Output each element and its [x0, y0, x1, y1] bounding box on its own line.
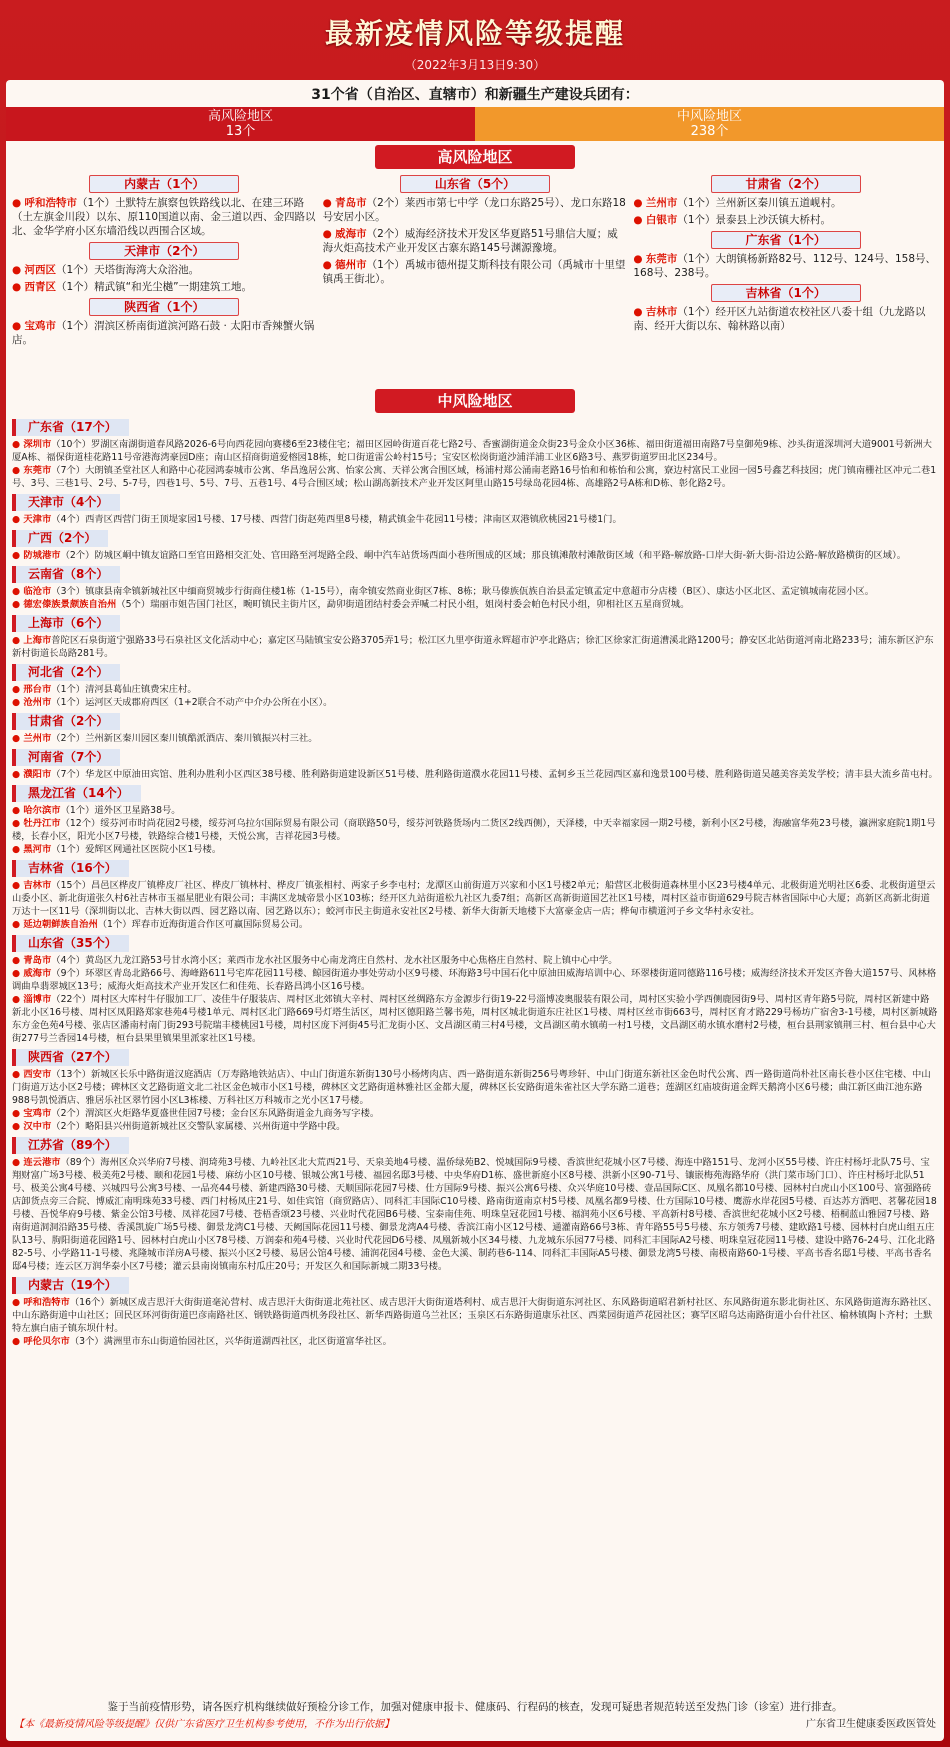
bullet-icon: ● — [12, 439, 24, 450]
area-entry — [12, 585, 938, 598]
area-detail: （10个）罗湖区南湖街道春风路2026-6号向西花园向赛楼6至23楼住宅；福田区园岭街道百花七路2号、香蜜湖街道金众街23号金众小区36栋、福田街道福田南路7号皇御苑9栋、沙头街道深圳河大道9001号新洲大厦A栋、福保街道桂花路11号帝港海湾豪园D座；南山区招商街道爱榕园18栋，蛇口街道雷公岭村15号；宝安区松岗街道沙浦洋浦工业区6路3号、燕罗街道罗田北区234号。 — [12, 439, 932, 463]
area-entry — [12, 1120, 938, 1133]
city-name: 青岛市 — [23, 955, 52, 966]
province-label: 天津市（2个） — [89, 242, 239, 260]
area-entry — [323, 196, 628, 224]
city-name: 深圳市 — [23, 439, 52, 450]
province-label: 甘肃省（2个） — [711, 175, 861, 193]
bullet-icon: ● — [12, 320, 25, 332]
bullet-icon: ● — [633, 306, 646, 318]
area-entry — [633, 196, 938, 210]
city-name: 东莞市 — [645, 253, 678, 265]
city-name: 东莞市 — [23, 465, 52, 476]
header — [6, 0, 944, 80]
city-name: 德州市 — [335, 259, 367, 271]
area-entry — [12, 464, 938, 490]
area-detail: （5个）瑞丽市姐告国门社区，畹町镇民主街片区，勐卯街道团结村委会弄喊二村民小组，姐岗村委会帕色村民小组，卯相社区五星商贸城。 — [116, 599, 690, 610]
city-name: 汉中市 — [23, 1121, 52, 1132]
city-name: 兰州市 — [645, 197, 678, 209]
bullet-icon: ● — [12, 919, 24, 930]
area-entry — [12, 263, 317, 277]
high-risk-count-box — [6, 107, 475, 141]
province-label: 上海市（6个） — [12, 615, 120, 632]
area-entry — [633, 305, 938, 333]
city-name: 防城港市 — [23, 550, 61, 561]
province-label: 江苏省（89个） — [12, 1137, 129, 1154]
area-entry — [12, 696, 938, 709]
city-name: 临沧市 — [23, 586, 52, 597]
bullet-icon: ● — [12, 264, 25, 276]
area-entry — [12, 918, 938, 931]
area-entry — [12, 634, 938, 660]
bullet-icon: ● — [12, 1157, 24, 1168]
area-entry — [12, 319, 317, 347]
bullet-icon: ● — [12, 684, 24, 695]
area-entry — [633, 213, 938, 227]
area-detail: （7个）华龙区中原油田宾馆、胜利办胜利小区西区38号楼、胜利路街道建设新区51号楼、胜利路街道濮水花园11号楼、孟轲乡玉兰花园西区嘉和逸景100号楼、胜利路街道吴越美容美发学校；清丰县大流乡苗屯村。 — [51, 769, 938, 780]
area-entry — [12, 804, 938, 817]
area-entry — [323, 227, 628, 255]
summary-line: 31个省（自治区、直辖市）和新疆生产建设兵团有： — [311, 87, 639, 103]
city-name: 上海市 — [23, 635, 52, 646]
area-entry — [12, 879, 938, 918]
bullet-icon: ● — [12, 550, 24, 561]
bullet-icon: ● — [12, 818, 24, 829]
high-risk-grid — [6, 171, 944, 387]
bullet-icon: ● — [12, 635, 24, 646]
area-entry — [12, 1107, 938, 1120]
mid-risk-section-title: 中风险地区 — [375, 389, 575, 413]
bullet-icon: ● — [12, 955, 24, 966]
province-label: 天津市（4个） — [12, 494, 120, 511]
city-name: 西安市 — [23, 1069, 52, 1080]
province-label: 山东省（5个） — [400, 175, 550, 193]
area-detail: （4个）西青区西营门街王顶堤家园1号楼、17号楼、西营门街赵苑西里8号楼，精武镇金牛花园11号楼；津南区双港镇欣桃园21号楼1门。 — [51, 514, 622, 525]
province-label: 广东省（17个） — [12, 419, 129, 436]
province-label: 内蒙古（1个） — [89, 175, 239, 193]
area-detail: （1个）精武镇“和光尘樾”一期建筑工地。 — [56, 281, 253, 293]
area-entry — [12, 843, 938, 856]
area-detail: （1个）禹城市德州提艾斯科技有限公司（禹城市十里望镇禹王街北）。 — [322, 259, 626, 285]
area-detail: （3个）满洲里市东山街道怡园社区，兴华街道湖西社区，北区街道富华社区。 — [69, 1336, 392, 1347]
city-name: 濮阳市 — [23, 769, 52, 780]
bullet-icon: ● — [633, 253, 646, 265]
city-name: 德宏傣族景颇族自治州 — [23, 599, 117, 610]
area-detail: （1个）天塔街海湾大众浴池。 — [56, 264, 200, 276]
area-detail: （1个）大朗镇杨新路82号、112号、124号、158号、168号、238号。 — [633, 253, 937, 279]
bullet-icon: ● — [12, 1336, 24, 1347]
city-name: 延边朝鲜族自治州 — [23, 919, 98, 930]
footer-warning: 【本《最新疫情风险等级提醒》仅供广东省医疗卫生机构参考使用，不作为出行依据】 — [14, 1719, 394, 1730]
area-detail: （1个）土默特左旗察包铁路线以北、在建三环路（土左旗金川段）以东、原110国道以南、金三道以西、金四路以北、金华学府小区东墙沿线以西围合区域。 — [12, 197, 316, 237]
bullet-icon: ● — [12, 1069, 24, 1080]
content-panel — [6, 80, 944, 1741]
high-risk-column — [633, 171, 938, 387]
area-entry — [12, 549, 938, 562]
bullet-icon: ● — [12, 197, 25, 209]
area-detail: （2个）威海经济技术开发区华夏路51号鼎信大厦；威海火炬高技术产业开发区古寨东路145号渊源豫境。 — [322, 228, 618, 254]
bullet-icon: ● — [12, 599, 24, 610]
city-name: 河西区 — [24, 264, 56, 276]
bullet-icon: ● — [12, 805, 24, 816]
area-entry — [12, 1156, 938, 1273]
area-detail: （2个）兰州新区秦川园区秦川镇酷派酒店、秦川镇振兴村三社。 — [51, 733, 318, 744]
bullet-icon: ● — [633, 214, 646, 226]
bullet-icon: ● — [12, 880, 24, 891]
bullet-icon: ● — [12, 514, 24, 525]
city-name: 邢台市 — [23, 684, 52, 695]
area-detail: （7个）大朗镇圣堂社区人和路中心花园鸿泰城市公寓、华昌逸居公寓、怡家公寓、天祥公寓合围区域，杨浦村郑公涌南老路16号怡和和栋怡和公寓，寮边村富民工业园一园5号鑫艺科技园；虎门镇南栅社区冲元二巷1号、3号、三巷1号、2号、5-7号，四巷1号、5号、7号、五巷1号、4号合围区域；松山湖高新技术产业开发区阿里山路15号绿岛花园4栋、高雄路2号A栋和D栋、彰化路2号。 — [12, 465, 937, 489]
area-detail: （2个）莱西市第七中学（龙口东路25号）、龙口东路18号安居小区。 — [322, 197, 626, 223]
area-detail: （1个）清河县葛仙庄镇费宋庄村。 — [51, 684, 197, 695]
area-entry — [12, 1068, 938, 1107]
city-name: 呼和浩特市 — [24, 197, 77, 209]
city-name: 连云港市 — [23, 1157, 61, 1168]
area-entry — [12, 280, 317, 294]
high-risk-label: 高风险地区 — [207, 109, 273, 124]
city-name: 牡丹江市 — [23, 818, 61, 829]
mid-risk-count: 238个 — [690, 124, 729, 139]
bullet-icon: ● — [322, 197, 336, 209]
bullet-icon: ● — [12, 697, 24, 708]
province-label: 山东省（35个） — [12, 935, 129, 952]
province-label: 甘肃省（2个） — [12, 713, 120, 730]
city-name: 哈尔滨市 — [23, 805, 61, 816]
city-name: 沧州市 — [23, 697, 52, 708]
area-entry — [12, 598, 938, 611]
city-name: 呼和浩特市 — [23, 1297, 70, 1308]
city-name: 白银市 — [645, 214, 678, 226]
high-risk-column — [323, 171, 628, 387]
bullet-icon: ● — [12, 994, 24, 1005]
province-label: 广东省（1个） — [711, 231, 861, 249]
area-detail: （22个）周村区大库村牛仔服加工厂、凌佳牛仔服装店、周村区北郊镇大辛村、周村区丝绸路东方金源步行街19-22号淄博凌奥服装有限公司，周村区实验小学西侧鹿园街9号、周村区青年路5号院，周村区新建中路新北小区16号楼、周村区凤阳路郑家巷苑4号楼1单元、周村区北门路669号灯塔生活区，周村区德阳路兰馨书苑，周村区城北街道东庄社区1号楼、周村区丝市街663号，周村区育才路229号杨坊广宿舍3-1号楼，周村区新城路东方金色苑4号楼、张店区潘南村南门街293号院瑞丰楼桃园1号楼，周村区庞下河街45号汇龙街小区、文昌湖区萌三村4号楼，文昌湖区萌水镇萌一村1号楼，文昌湖区萌水镇水磨村2号楼，桓台县荆家镇荆三村、桓台县中心大街277号兰香园14号楼，桓台县果里镇果里派家社区1号楼。 — [12, 994, 938, 1044]
province-label: 云南省（8个） — [12, 566, 120, 583]
city-name: 威海市 — [23, 968, 52, 979]
province-label: 河南省（7个） — [12, 749, 120, 766]
area-entry — [12, 732, 938, 745]
high-risk-column — [12, 171, 317, 387]
area-detail: （1个）经开区九站街道农校社区八委十组（九龙路以南、经开大街以东、翰林路以南） — [633, 306, 926, 332]
city-name: 威海市 — [335, 228, 367, 240]
bullet-icon: ● — [12, 586, 24, 597]
area-detail: （1个）爱辉区网通社区医院小区1号楼。 — [51, 844, 222, 855]
area-detail: （1个）渭滨区桥南街道滨河路石鼓 · 太阳市香辣蟹火锅店。 — [12, 320, 315, 346]
footer-issuer: 广东省卫生健康委医政医管处 — [806, 1719, 936, 1730]
province-label: 陕西省（1个） — [89, 298, 239, 316]
area-detail: （2个）渭滨区火炬路华夏盛世佳园7号楼；金台区东风路街道金九商务写字楼。 — [51, 1108, 380, 1119]
city-name: 宝鸡市 — [23, 1108, 52, 1119]
city-name: 宝鸡市 — [24, 320, 56, 332]
area-detail: （1个）景泰县上沙沃镇大桥村。 — [677, 214, 832, 226]
bullet-icon: ● — [633, 197, 646, 209]
bullet-icon: ● — [12, 844, 24, 855]
mid-risk-count-box — [475, 107, 944, 141]
bullet-icon: ● — [12, 968, 24, 979]
city-name: 兰州市 — [23, 733, 52, 744]
area-detail: （16个）新城区成吉思汗大街街道毫沁营村、成吉思汗大街街道北苑社区、成吉思汗大街街道塔利村、成吉思汗大街街道东河社区、东风路街道昭君新村社区、东风路街道东影北街社区、东风路街道海东路社区、中山东路街道中山社区；回民区环河街街道巴彦南路社区、钢铁路街道西机务段社区、新华西路街道乌兰社区；玉泉区石东路街道康乐社区、西菜园街道芦花园社区；赛罕区昭乌达南路街道小台什社区、榆林镇陶卜齐村；土默特左旗白庙子镇东坝什村。 — [12, 1297, 938, 1334]
province-label: 黑龙江省（14个） — [12, 785, 141, 802]
area-detail: （12个）绥芬河市时尚花园2号楼，绥芬河乌拉尔国际贸易有限公司（商联路50号，绥芬河铁路货场内二货区2线西侧），天泽楼，中天幸福家园一期2号楼，新利小区2号楼，海融富华苑23号楼，瀛洲家庭院1期1号楼，长春小区，阳光小区7号楼，铁路综合楼1号楼，天悦公寓，吉祥花园3号楼。 — [12, 818, 936, 842]
area-entry — [12, 993, 938, 1045]
area-detail: （4个）黄岛区九龙江路53号甘水湾小区；莱西市龙水社区服务中心南龙湾庄自然村、龙水社区服务中心焦格庄自然村、院上镇中心中学。 — [51, 955, 618, 966]
area-detail: （2个）防城区峒中镇友谊路口至官田路相交汇处、官田路至河堤路全段、峒中汽车站货场西面小巷所围成的区域；那良镇滩散村滩散街区域（和平路-解放路-口岸大街-新大街-沿边公路-解放路横街的区域）。 — [60, 550, 907, 561]
area-detail: （1个）珲春市近海街道合作区可赢国际贸易公司。 — [97, 919, 309, 930]
area-detail: （1个）运河区天成郡府西区（1+2联合不动产中介办公所在小区）。 — [51, 697, 333, 708]
bullet-icon: ● — [322, 228, 336, 240]
province-label: 吉林省（16个） — [12, 860, 129, 877]
province-label: 吉林省（1个） — [711, 284, 861, 302]
bullet-icon: ● — [12, 465, 24, 476]
area-entry — [12, 683, 938, 696]
area-entry — [12, 513, 938, 526]
mid-risk-label: 中风险地区 — [676, 109, 742, 124]
footer-note: 鉴于当前疫情形势，请各医疗机构继续做好预检分诊工作，加强对健康申报卡、健康码、行程码的核查，发现可疑患者规范转送至发热门诊（诊室）进行排查。 — [107, 1701, 843, 1713]
area-entry — [633, 252, 938, 280]
province-label: 内蒙古（19个） — [12, 1277, 129, 1294]
area-detail: （9个）环翠区青岛北路66号、海峰路611号宅库花园11号楼、鲸园街道办事处劳动小区9号楼、环海路3号中国石化中原油田威海培训中心、环翠楼街道同德路116号楼；威海经济技术开发区齐鲁大道157号、风林格调曲阜翡翠城区13号；威海火炬高技术产业开发区仁和佳苑、长春路昌鸿小区16号楼。 — [12, 968, 937, 992]
area-detail: （2个）略阳县兴州街道新城社区交警队家属楼、兴州街道中学路中段。 — [51, 1121, 346, 1132]
province-label: 广西（2个） — [12, 530, 108, 547]
footer — [6, 1695, 944, 1741]
bullet-icon: ● — [12, 1121, 24, 1132]
city-name: 黑河市 — [23, 844, 52, 855]
risk-count-banner — [6, 107, 944, 141]
city-name: 天津市 — [23, 514, 52, 525]
area-detail: （1个）道外区卫星路38号。 — [60, 805, 181, 816]
page-title: 最新疫情风险等级提醒 — [324, 17, 625, 50]
area-entry — [12, 1335, 938, 1348]
city-name: 呼伦贝尔市 — [23, 1336, 70, 1347]
area-detail: 普陀区石泉街道宁强路33号石泉社区文化活动中心；嘉定区马陆镇宝安公路3705弄1号；松江区九里亭街道永辉超市沪亭北路店；徐汇区徐家汇街道漕溪北路1200号；静安区北站街道河南北路233号；浦东新区沪东新村街道长岛路281号。 — [12, 635, 934, 659]
area-detail: （15个）昌邑区桦皮厂镇桦皮厂社区、桦皮厂镇林村、桦皮厂镇张相村、两家子乡李屯村；龙潭区山前街道万兴家和小区1号楼2单元；船营区北极街道森林里小区23号楼4单元、北极街道光明社区6委、北极街道望云山委小区、新北街道张久村6社吉林市玉福星肥业有限公司；丰满区龙城帝景小区103栋；经开区九站街道松九社区九委7组；高新区高新街道国艺社区1号楼，周村区益市街道629号院吉林省国际中心大厦；高新区高新北街道万达十一区11号（深圳街以北、吉林大街以西、园艺路以南、园艺路以东）；蛟河市民主街道永安社区2号楼、新华大街新天地楼下大富豪金店一店；桦甸市横道河子乡文华村永安社。 — [12, 880, 936, 917]
area-entry — [12, 196, 317, 238]
area-detail: （3个）镇康县南伞镇新城社区中缅商贸城步行街商住楼1栋（1-15号），南伞镇安然商业街区7栋、8栋；耿马傣族佤族自治县孟定镇孟定中意超市分店楼（B区）、康达小区北区、孟定镇城南花园小区。 — [51, 586, 875, 597]
area-entry — [12, 1296, 938, 1335]
area-entry — [323, 258, 628, 286]
area-detail: （13个）新城区长乐中路街道汉庭酒店（万寿路地铁站店）、中山门街道东新街130号小杨烤肉店、西一路街道东新街256号粤珍轩、中山门街道东新社区金色时代公寓、西一路街道尚朴社区南长巷小区住宅楼、中山门街道万达小区2号楼；碑林区文艺路街道文北二社区金色城市小区1号楼，碑林区文艺路街道林雅社区金都大厦，碑林区长安路街道朱雀社区大学东路二道巷；莲湖区红庙坡街道金辉天鹅湾小区6号楼；曲江新区曲江池东路988号凯悦酒店、雅居乐社区翠竹园小区L3栋楼、万科社区万科城市之光小区17号楼。 — [12, 1069, 931, 1106]
city-name: 吉林市 — [23, 880, 52, 891]
bullet-icon: ● — [12, 769, 24, 780]
city-name: 淄博市 — [23, 994, 52, 1005]
bullet-icon: ● — [12, 733, 24, 744]
city-name: 吉林市 — [645, 306, 678, 318]
area-entry — [12, 817, 938, 843]
city-name: 西青区 — [24, 281, 56, 293]
high-risk-count: 13个 — [225, 124, 256, 139]
area-entry — [12, 967, 938, 993]
province-label: 陕西省（27个） — [12, 1049, 129, 1066]
bullet-icon: ● — [12, 1297, 24, 1308]
high-risk-section-title: 高风险地区 — [375, 145, 575, 169]
bullet-icon: ● — [322, 259, 336, 271]
area-detail: （1个）兰州新区秦川镇五道岘村。 — [677, 197, 842, 209]
update-time: （2022年3月13日9:30） — [404, 58, 546, 72]
mid-risk-list — [6, 415, 944, 1348]
bullet-icon: ● — [12, 1108, 24, 1119]
area-entry — [12, 954, 938, 967]
area-entry — [12, 438, 938, 464]
area-entry — [12, 768, 938, 781]
bullet-icon: ● — [12, 281, 25, 293]
area-detail: （89个）海州区众兴华府7号楼、润琦苑3号楼、九岭社区北大荒西21号、天泉美地4号楼、温侨绿苑B2、悦城国际9号楼、香滨世纪花城小区7号楼、海连中路151号、龙河小区55号楼、许庄村杨圩北队75号、宝翔财富广场3号楼、极美苑2号楼、颐和花园1号楼、麻纺小区10号楼、银城公寓1号楼、福园名邸3号楼、中央华府D1栋、盛世新庭小区8号楼、洪新小区90-71号、镶嵌梅苑海路华府（洪门菜市场门口）、许庄村杨圩北队51号、极美公寓4号楼、兴城四号公寓3号楼、一品亮44号楼、新建西路30号楼、天顺国际花园7号楼、仕方国际9号楼、振兴公寓6号楼、众兴华庭10号楼、壹品国际C区、凤凰名都10号楼、园林村白虎山小区100号、富强路砖店卸货点旁三合院、博威汇南明珠苑33号楼、西门村杨凤庄21号、如佳宾馆（商贸路店）、同科汇丰国际C10号楼、路南街道南京村5号楼、凤凰名都9号楼、仕方国际10号楼、鹰游水岸花园5号楼、百达苏方酒吧、茗馨花园18号楼、吾悦华府9号楼、紫金公馆3号楼、凤祥花园7号楼、苍梧香颂23号楼、兴业时代花园B6号楼、宝泰南佳苑、明珠皇冠花园1号楼、福润苑小区6号楼、平高新村8号楼、香滨世纪花城小区2号楼、梧桐蓝山雅园7号楼、路南街道洞洞沿路35号楼、香溪凯旋广场5号楼、御景龙湾C1号楼、天阙国际花园11号楼、御景龙湾A4号楼、香滨江南小区12号楼、通灌南路66号3栋、青年路55号5号楼、东方领秀7号楼、建欧路1号楼、园林村白虎山组五庄队13号、朐阳街道花园路1号、园林村白虎山小区78号楼、万润泰和苑4号楼、兴业时代花园D6号楼、凤凰新城小区34号楼、九龙城东乐园77号楼、同科汇丰国际A2号楼、明珠皇冠花园11号楼、建设中路76-24号、江化北路82-5号、小学路11-1号楼、兆隆城市洋房A号楼、振兴小区2号楼、易居公馆4号楼、浦润花园4号楼、金色大溪、制药巷6-114、同科汇丰国际A5号楼、御景龙湾5号楼、南极南路60-1号楼、平高书香名邸1号楼、平高书香名邸4号楼；连云区万润华泰小区7号楼；灌云县南岗镇南东村瓜庄20号；开发区久和国际新城二期33号楼。 — [12, 1157, 937, 1272]
city-name: 青岛市 — [335, 197, 367, 209]
province-label: 河北省（2个） — [12, 664, 120, 681]
